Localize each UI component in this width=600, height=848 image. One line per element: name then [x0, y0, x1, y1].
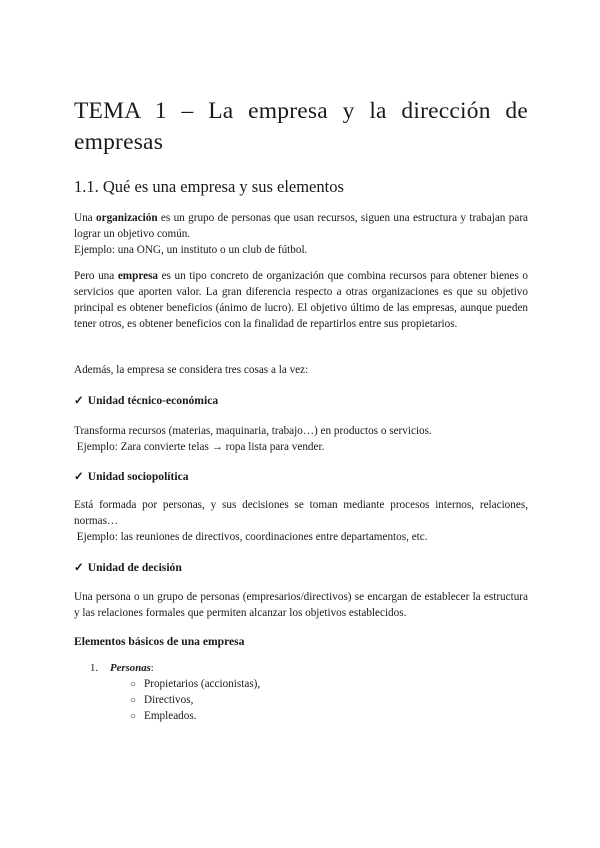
sublist-item — [130, 708, 430, 724]
unidad-sociopolitica-text — [74, 497, 528, 545]
unidad-title: Unidad técnico-económica — [87, 394, 219, 407]
list-label-text: Personas — [110, 662, 151, 674]
unidad-tecnico-economica-text — [74, 423, 528, 455]
unidad-title: Unidad sociopolítica — [87, 470, 189, 483]
empresa-paragraph — [74, 268, 528, 332]
list-number: 1. — [90, 662, 99, 674]
sublist-item — [130, 676, 430, 692]
check-icon: ✓ — [74, 394, 84, 407]
circle-bullet-icon: ○ — [130, 679, 137, 690]
list-item — [74, 660, 474, 722]
circle-bullet-icon: ○ — [130, 711, 137, 722]
check-icon: ✓ — [74, 470, 84, 483]
personas-sublist — [130, 676, 430, 724]
section-heading: 1.1. Qué es una empresa y sus elementos — [74, 177, 344, 196]
document-title: TEMA 1 – La empresa y la dirección de empresas — [74, 98, 528, 155]
list-label-suffix: : — [150, 662, 154, 674]
unidad-example: Ejemplo: Zara convierte telas → ropa lista para vender. — [74, 441, 325, 453]
unidad-decision-heading — [74, 560, 182, 576]
list-item-label — [110, 660, 154, 676]
intro-text-after: es un grupo de personas que usan recursos, siguen una estructura y trabajan para lograr un objetivo común. — [74, 212, 529, 240]
ademas-paragraph: Además, la empresa se considera tres cosas a la vez: — [74, 364, 309, 376]
unidad-sociopolitica-heading — [74, 469, 189, 485]
check-icon: ✓ — [74, 561, 84, 574]
unidad-tecnico-economica-heading — [74, 393, 218, 409]
intro-paragraph — [74, 210, 528, 258]
unidad-text: Una persona o un grupo de personas (empresarios/directivos) se encargan de establecer la estructura y las relaciones formales que permiten alcanzar los objetivos establecidos. — [74, 591, 528, 619]
elementos-list — [74, 660, 474, 722]
sublist-item-text: Directivos, — [144, 694, 194, 706]
intro-bold-term: organización — [96, 212, 158, 224]
empresa-bold-term: empresa — [117, 270, 159, 282]
unidad-text: Está formada por personas, y sus decisiones se toman mediante procesos internos, relaciones, normas… — [74, 499, 528, 527]
circle-bullet-icon: ○ — [130, 695, 137, 706]
intro-example: Ejemplo: una ONG, un instituto o un club de fútbol. — [74, 244, 308, 256]
elementos-heading: Elementos básicos de una empresa — [74, 635, 245, 648]
unidad-title: Unidad de decisión — [87, 561, 182, 574]
unidad-text: Transforma recursos (materias, maquinaria, trabajo…) en productos o servicios. — [74, 425, 432, 437]
empresa-text-before: Pero una — [74, 270, 118, 282]
unidad-example: Ejemplo: las reuniones de directivos, coordinaciones entre departamentos, etc. — [74, 531, 428, 543]
sublist-item — [130, 692, 430, 708]
unidad-decision-text — [74, 589, 528, 621]
sublist-item-text: Propietarios (accionistas), — [144, 678, 261, 690]
empresa-text-after: es un tipo concreto de organización que combina recursos para obtener bienes o servicios que aporten valor. La gran diferencia respecto a otras organizaciones es que su objetivo principal es obtener beneficios (ánimo de lucro). El objetivo último de las empresas, aunque pueden tener otros, es obtener beneficios con la finalidad de repartirlos entre sus propietarios. — [74, 270, 528, 330]
sublist-item-text: Empleados. — [144, 710, 197, 722]
intro-text-before: Una — [74, 212, 97, 224]
